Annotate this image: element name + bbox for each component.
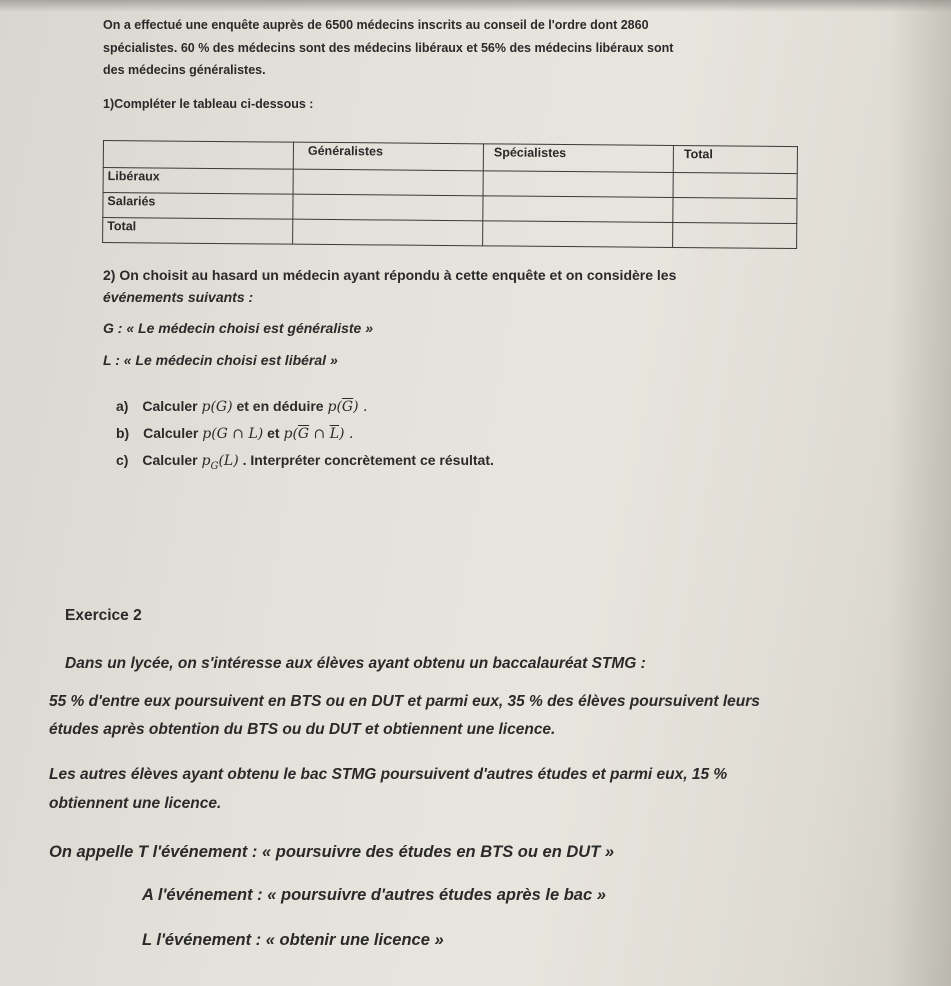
table-row-label: Total bbox=[103, 218, 293, 245]
exercise-2-line-5: obtiennent une licence. bbox=[49, 795, 222, 812]
table-cell bbox=[483, 221, 673, 248]
question-2c bbox=[116, 452, 494, 472]
math-part: p bbox=[201, 453, 211, 469]
question-2b bbox=[116, 425, 353, 442]
math-p-gbar-inter-lbar bbox=[283, 426, 353, 442]
question-2c-label: c) bbox=[116, 452, 129, 468]
table-cell bbox=[673, 222, 797, 248]
exercise-2-line-4: Les autres élèves ayant obtenu le bac STMG poursuivent d'autres études et parmi eux, 15 % bbox=[49, 766, 728, 783]
question-2c-text-1: Calculer bbox=[142, 452, 198, 468]
event-g bbox=[103, 320, 373, 336]
question-2a-text-1: Calculer bbox=[142, 398, 198, 414]
table-cell bbox=[293, 219, 483, 246]
math-p-g-bar bbox=[327, 399, 367, 415]
intro-line-3: des médecins généralistes. bbox=[103, 63, 266, 77]
math-part: (L) bbox=[218, 453, 239, 469]
math-part: $\overline{L}$ bbox=[329, 426, 340, 442]
table-header-cell: Spécialistes bbox=[483, 144, 673, 173]
intro-line-1: On a effectué une enquête auprès de 6500 médecins inscrits au conseil de l'ordre dont 2860 bbox=[103, 18, 649, 32]
exercise-2-line-3: études après obtention du BTS ou du DUT et obtiennent une licence. bbox=[49, 721, 556, 738]
math-pg-l bbox=[201, 453, 239, 472]
question-2a-text-2: et en déduire bbox=[236, 398, 324, 414]
question-2a bbox=[116, 398, 367, 415]
question-2a-label: a) bbox=[116, 398, 129, 414]
event-g-label: G : bbox=[103, 320, 123, 336]
question-1: 1)Compléter le tableau ci-dessous : bbox=[103, 97, 314, 111]
event-l bbox=[103, 352, 338, 368]
page-right-shadow bbox=[891, 0, 951, 986]
event-l-label: L : bbox=[103, 352, 120, 368]
survey-table bbox=[102, 140, 798, 249]
exercise-2-title: Exercice 2 bbox=[65, 607, 142, 624]
math-part: ) . bbox=[353, 399, 368, 415]
table-cell bbox=[483, 171, 673, 198]
exercise-2-line-7: A l'événement : « poursuivre d'autres études après le bac » bbox=[142, 886, 606, 904]
table-cell bbox=[483, 196, 673, 223]
table-header-cell: Total bbox=[673, 145, 797, 173]
table-header-cell: Généralistes bbox=[293, 142, 483, 171]
question-2c-text-2: . Interpréter concrètement ce résultat. bbox=[242, 452, 494, 468]
question-2b-text-1: Calculer bbox=[143, 425, 199, 441]
event-g-text: « Le médecin choisi est généraliste » bbox=[126, 320, 374, 336]
math-part: $\overline{G}$ bbox=[341, 399, 354, 415]
question-2-line-2: événements suivants : bbox=[103, 289, 254, 305]
question-2-line-1: 2) On choisit au hasard un médecin ayant répondu à cette enquête et on considère les bbox=[103, 267, 677, 283]
table-header-cell bbox=[103, 141, 293, 170]
table-cell bbox=[293, 169, 483, 196]
table-row-label: Salariés bbox=[103, 193, 293, 220]
exercise-2-line-6: On appelle T l'événement : « poursuivre des études en BTS ou en DUT » bbox=[49, 843, 615, 861]
exercise-2-line-1: Dans un lycée, on s'intéresse aux élèves ayant obtenu un baccalauréat STMG : bbox=[65, 655, 646, 672]
exercise-2-line-2: 55 % d'entre eux poursuivent en BTS ou en DUT et parmi eux, 35 % des élèves poursuivent leurs bbox=[49, 693, 760, 710]
event-l-text: « Le médecin choisi est libéral » bbox=[123, 352, 338, 368]
math-part: ∩ bbox=[309, 426, 330, 442]
math-p-g-inter-l: p(G ∩ L) bbox=[202, 426, 264, 442]
question-2b-label: b) bbox=[116, 425, 130, 441]
table-cell bbox=[673, 197, 797, 223]
exercise-2-line-8: L l'événement : « obtenir une licence » bbox=[142, 931, 444, 949]
page-top-shadow bbox=[0, 0, 951, 12]
table-cell bbox=[293, 194, 483, 221]
math-part: $\overline{G}$ bbox=[297, 426, 310, 442]
math-subscript: G bbox=[210, 460, 219, 472]
math-part: p( bbox=[327, 399, 342, 415]
table-row bbox=[103, 218, 797, 249]
table-cell bbox=[673, 172, 797, 198]
intro-line-2: spécialistes. 60 % des médecins sont des médecins libéraux et 56% des médecins libéraux sont bbox=[103, 41, 674, 55]
question-2b-text-2: et bbox=[267, 425, 280, 441]
math-part: ) . bbox=[339, 426, 354, 442]
math-p-g: p(G) bbox=[201, 399, 233, 415]
table-row-label: Libéraux bbox=[103, 168, 293, 195]
math-part: p( bbox=[283, 426, 298, 442]
